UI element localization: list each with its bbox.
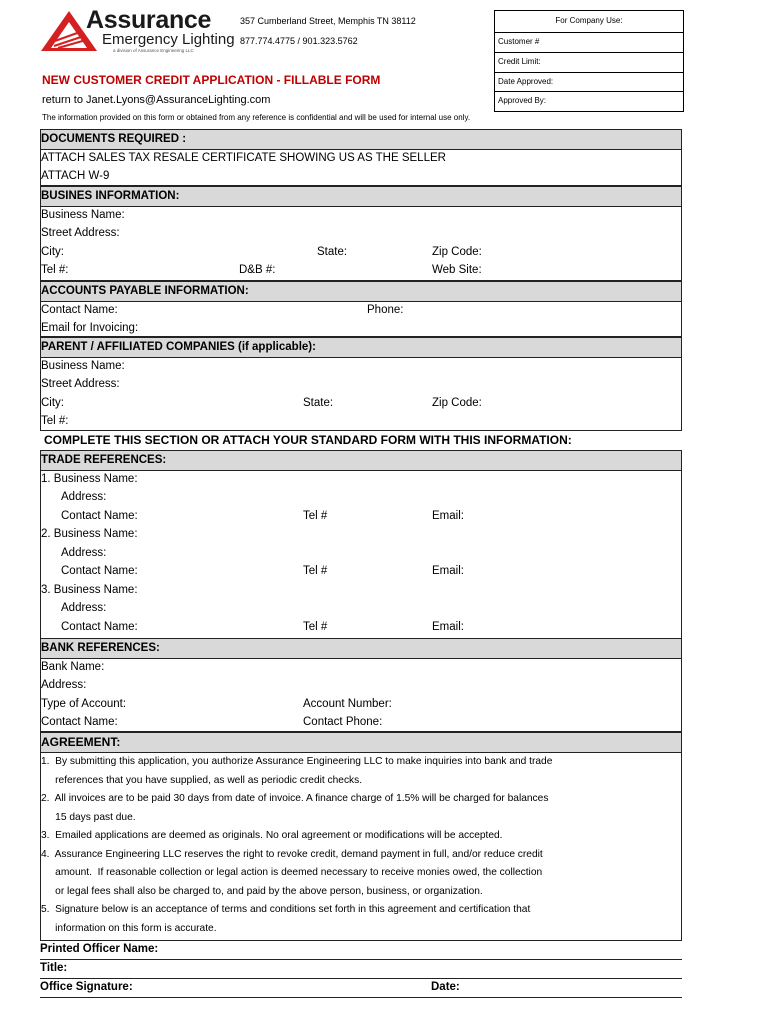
agreement-line: references that you have supplied, as well as periodic credit checks.	[41, 774, 363, 786]
logo-tagline: a division of Assurance Engineering LLC	[113, 48, 194, 53]
accounts-payable-header: ACCOUNTS PAYABLE INFORMATION:	[41, 282, 681, 302]
state-field[interactable]: State:	[317, 245, 348, 258]
trade-references-section	[40, 450, 682, 639]
city-field[interactable]: City:	[41, 245, 64, 258]
parent-business-name-field[interactable]: Business Name:	[41, 359, 125, 372]
agreement-line: 1. By submitting this application, you authorize Assurance Engineering LLC to make inquiries into bank and trade	[41, 756, 553, 767]
trade-ref-1-name-field[interactable]: 1. Business Name:	[41, 472, 138, 485]
trade-ref-3-contact-field[interactable]: Contact Name:	[61, 620, 138, 633]
trade-ref-1-contact-field[interactable]: Contact Name:	[61, 509, 138, 522]
return-to-text: return to Janet.Lyons@AssuranceLighting.com	[42, 94, 271, 106]
street-address-field[interactable]: Street Address:	[41, 227, 120, 239]
bank-contact-phone-field[interactable]: Contact Phone:	[303, 716, 383, 728]
bank-references-header: BANK REFERENCES:	[41, 639, 681, 659]
printed-officer-name-field[interactable]: Printed Officer Name:	[40, 940, 682, 960]
documents-section	[40, 129, 682, 186]
company-address: 357 Cumberland Street, Memphis TN 38112	[240, 16, 416, 26]
logo-subtitle: Emergency Lighting	[102, 31, 235, 48]
customer-number-field[interactable]: Customer #	[495, 32, 683, 51]
date-approved-field[interactable]: Date Approved:	[495, 72, 683, 91]
agreement-line: 5. Signature below is an acceptance of terms and conditions set forth in this agreement and certification that	[41, 904, 531, 915]
trade-ref-3-tel-field[interactable]: Tel #	[303, 620, 328, 633]
business-info-header: BUSINES INFORMATION:	[41, 187, 681, 207]
website-field[interactable]: Web Site:	[432, 264, 482, 276]
dnb-field[interactable]: D&B #:	[239, 264, 276, 276]
trade-ref-3-address-field[interactable]: Address:	[61, 602, 107, 614]
trade-ref-2-address-field[interactable]: Address:	[61, 546, 107, 559]
business-name-field[interactable]: Business Name:	[41, 208, 125, 221]
agreement-line: or legal fees shall also be charged to, and paid by the above person, business, or organization.	[41, 885, 483, 897]
agreement-line: information on this form is accurate.	[41, 922, 217, 934]
title-field[interactable]: Title:	[40, 959, 682, 979]
bank-name-field[interactable]: Bank Name:	[41, 660, 105, 673]
ap-contact-field[interactable]: Contact Name:	[41, 303, 118, 316]
company-use-box	[494, 10, 684, 112]
agreement-line: amount. If reasonable collection or legal action is deemed necessary to receive monies owed, the collection	[41, 867, 543, 878]
account-number-field[interactable]: Account Number:	[303, 697, 392, 710]
zip-field[interactable]: Zip Code:	[432, 245, 482, 258]
parent-street-field[interactable]: Street Address:	[41, 378, 120, 390]
parent-companies-header: PARENT / AFFILIATED COMPANIES (if applicable):	[41, 338, 681, 358]
office-signature-field[interactable]: Office Signature:	[40, 981, 133, 993]
approved-by-field[interactable]: Approved By:	[495, 91, 683, 110]
bank-contact-field[interactable]: Contact Name:	[41, 716, 118, 728]
agreement-line: 2. All invoices are to be paid 30 days from date of invoice. A finance charge of 1.5% will be charged for balances	[41, 793, 549, 804]
trade-ref-3-name-field[interactable]: 3. Business Name:	[41, 583, 138, 596]
company-phone: 877.774.4775 / 901.323.5762	[240, 36, 358, 46]
agreement-line: 15 days past due.	[41, 811, 136, 823]
date-field[interactable]: Date:	[431, 981, 460, 993]
parent-city-field[interactable]: City:	[41, 396, 64, 409]
trade-ref-3-email-field[interactable]: Email:	[432, 620, 464, 633]
complete-section-notice: COMPLETE THIS SECTION OR ATTACH YOUR STANDARD FORM WITH THIS INFORMATION:	[44, 433, 572, 447]
confidential-notice: The information provided on this form or obtained from any reference is confidential and will be used for internal use only.	[42, 113, 471, 122]
bank-address-field[interactable]: Address:	[41, 679, 87, 691]
credit-limit-field[interactable]: Credit Limit:	[495, 52, 683, 71]
account-type-field[interactable]: Type of Account:	[41, 697, 127, 710]
trade-ref-1-email-field[interactable]: Email:	[432, 509, 464, 522]
parent-state-field[interactable]: State:	[303, 396, 334, 409]
trade-ref-2-name-field[interactable]: 2. Business Name:	[41, 528, 138, 540]
form-title: NEW CUSTOMER CREDIT APPLICATION - FILLABLE FORM	[42, 73, 381, 87]
logo-title: Assurance	[86, 6, 212, 34]
documents-item-resale: ATTACH SALES TAX RESALE CERTIFICATE SHOWING US AS THE SELLER	[41, 151, 446, 164]
agreement-line: 3. Emailed applications are deemed as originals. No oral agreement or modifications will be accepted.	[41, 830, 503, 841]
documents-item-w9: ATTACH W-9	[41, 170, 110, 182]
agreement-section	[40, 732, 682, 941]
trade-ref-2-contact-field[interactable]: Contact Name:	[61, 565, 138, 577]
bank-references-section	[40, 638, 682, 732]
trade-ref-1-tel-field[interactable]: Tel #	[303, 509, 328, 522]
ap-phone-field[interactable]: Phone:	[367, 303, 404, 316]
accounts-payable-section	[40, 281, 682, 337]
agreement-line: 4. Assurance Engineering LLC reserves the right to revoke credit, demand payment in full, and/or reduce credit	[41, 848, 543, 860]
parent-zip-field[interactable]: Zip Code:	[432, 396, 482, 409]
trade-ref-2-tel-field[interactable]: Tel #	[303, 565, 328, 577]
parent-tel-field[interactable]: Tel #:	[41, 415, 69, 427]
tel-field[interactable]: Tel #:	[41, 264, 69, 276]
signature-section	[40, 940, 682, 998]
documents-header: DOCUMENTS REQUIRED :	[41, 130, 681, 150]
ap-email-field[interactable]: Email for Invoicing:	[41, 322, 139, 334]
business-info-section	[40, 186, 682, 281]
trade-ref-2-email-field[interactable]: Email:	[432, 565, 464, 577]
trade-ref-1-address-field[interactable]: Address:	[61, 491, 107, 503]
company-use-title: For Company Use:	[555, 16, 623, 25]
agreement-header: AGREEMENT:	[41, 733, 681, 753]
trade-references-header: TRADE REFERENCES:	[41, 451, 681, 471]
parent-companies-section	[40, 337, 682, 431]
